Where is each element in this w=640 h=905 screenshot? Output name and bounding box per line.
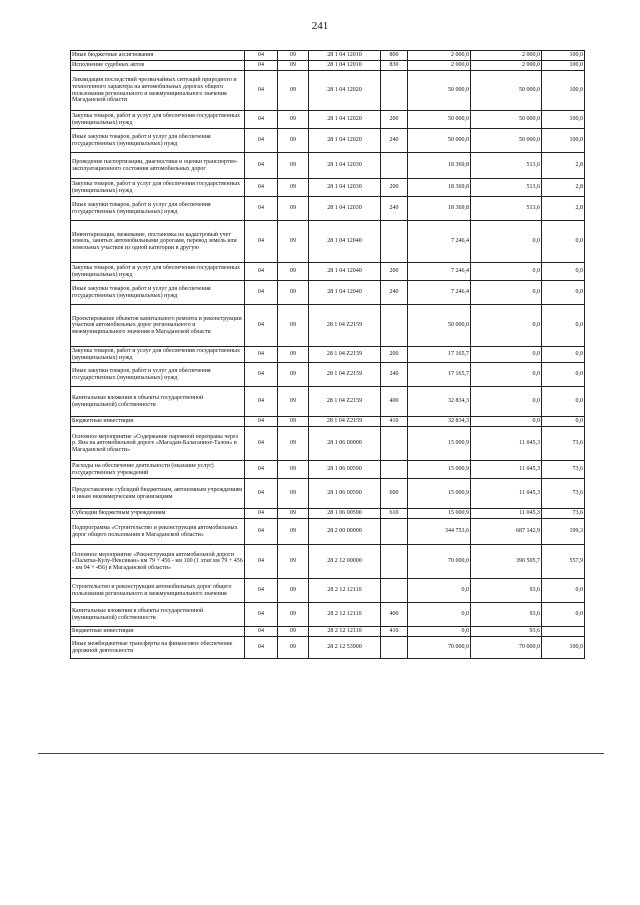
- row-percent: 100,0: [542, 51, 585, 61]
- row-executed-amount: 0,0: [471, 281, 542, 305]
- row-expense-type: 600: [381, 479, 408, 509]
- row-percent: 557,9: [542, 545, 585, 579]
- row-executed-amount: 11 045,3: [471, 479, 542, 509]
- row-executed-amount: 11 045,3: [471, 427, 542, 461]
- row-expense-type: [381, 221, 408, 263]
- row-podrazdel: 09: [278, 305, 309, 347]
- row-target-article: 28 1 04 Z2159: [309, 417, 381, 427]
- row-podrazdel: 09: [278, 579, 309, 603]
- row-target-article: 28 1 06 00590: [309, 461, 381, 479]
- row-percent: 2,8: [542, 179, 585, 197]
- row-target-article: 28 2 12 53900: [309, 637, 381, 659]
- row-podrazdel: 09: [278, 479, 309, 509]
- table-row: [71, 221, 585, 263]
- row-expense-type: 240: [381, 363, 408, 387]
- row-expense-type: 200: [381, 347, 408, 363]
- row-expense-type: 610: [381, 509, 408, 519]
- row-percent: 73,6: [542, 461, 585, 479]
- row-name: Предоставление субсидий бюджетным, автономным учреждениям и иным некоммерческим организациям: [71, 479, 245, 509]
- row-plan-amount: 50 000,0: [408, 111, 471, 129]
- row-expense-type: 830: [381, 61, 408, 71]
- row-podrazdel: 09: [278, 51, 309, 61]
- row-expense-type: 410: [381, 627, 408, 637]
- row-plan-amount: 15 000,9: [408, 479, 471, 509]
- row-target-article: 28 1 04 12020: [309, 129, 381, 153]
- row-expense-type: [381, 579, 408, 603]
- row-executed-amount: 0,0: [471, 417, 542, 427]
- row-executed-amount: 0,0: [471, 305, 542, 347]
- row-podrazdel: 09: [278, 179, 309, 197]
- row-plan-amount: 17 165,7: [408, 347, 471, 363]
- row-razdel: 04: [245, 179, 278, 197]
- row-executed-amount: 11 045,3: [471, 509, 542, 519]
- row-expense-type: 200: [381, 179, 408, 197]
- row-target-article: 28 1 04 12040: [309, 281, 381, 305]
- row-name: Инвентаризация, межевание, постановка на кадастровый учет земель, занятых автомобильными дорогами, перевод земель или земельных участков из одной категории в другую: [71, 221, 245, 263]
- table-row: [71, 603, 585, 627]
- row-percent: 0,0: [542, 305, 585, 347]
- row-expense-type: [381, 637, 408, 659]
- row-name: Иные закупки товаров, работ и услуг для обеспечения государственных (муниципальных) нужд: [71, 129, 245, 153]
- row-podrazdel: 09: [278, 509, 309, 519]
- row-podrazdel: 09: [278, 519, 309, 545]
- row-percent: 100,0: [542, 111, 585, 129]
- row-name: Основное мероприятие «Реконструкция автомобильной дороги «Палатка-Кулу-Нексикан» км 79 + 456 - км 100 (1 этап км 79 + 456 - км 94 + 456) в Магаданской области»: [71, 545, 245, 579]
- row-target-article: 28 1 04 12040: [309, 263, 381, 281]
- row-expense-type: [381, 305, 408, 347]
- row-expense-type: 400: [381, 603, 408, 627]
- row-expense-type: [381, 545, 408, 579]
- row-podrazdel: 09: [278, 281, 309, 305]
- row-razdel: 04: [245, 51, 278, 61]
- row-target-article: 28 2 12 12110: [309, 603, 381, 627]
- row-executed-amount: 0,0: [471, 221, 542, 263]
- row-razdel: 04: [245, 417, 278, 427]
- table-row: [71, 281, 585, 305]
- table-row: [71, 427, 585, 461]
- row-percent: 2,8: [542, 197, 585, 221]
- row-podrazdel: 09: [278, 71, 309, 111]
- row-plan-amount: 15 000,9: [408, 461, 471, 479]
- row-name: Расходы на обеспечение деятельности (оказание услуг) государственных учреждений: [71, 461, 245, 479]
- row-plan-amount: 15 000,9: [408, 509, 471, 519]
- row-name: Строительство и реконструкция автомобильных дорог общего пользования регионального и межмуниципального значения: [71, 579, 245, 603]
- row-name: Проектирование объектов капитального ремонта и реконструкции участков автомобильных дорог регионального и межмуниципального значения в Магаданской области: [71, 305, 245, 347]
- row-expense-type: [381, 519, 408, 545]
- budget-table: [70, 50, 585, 659]
- row-executed-amount: 687 142,9: [471, 519, 542, 545]
- row-target-article: 28 1 04 Z2159: [309, 387, 381, 417]
- row-target-article: 28 1 04 Z2159: [309, 305, 381, 347]
- row-percent: 0,0: [542, 603, 585, 627]
- table-row: [71, 71, 585, 111]
- row-name: Иные межбюджетные трансферты на финансовое обеспечение дорожной деятельности: [71, 637, 245, 659]
- row-target-article: 28 1 04 12030: [309, 179, 381, 197]
- row-razdel: 04: [245, 519, 278, 545]
- row-razdel: 04: [245, 197, 278, 221]
- row-target-article: 28 1 04 12010: [309, 51, 381, 61]
- row-razdel: 04: [245, 363, 278, 387]
- row-name: Закупка товаров, работ и услуг для обеспечения государственных (муниципальных) нужд: [71, 111, 245, 129]
- row-expense-type: 240: [381, 281, 408, 305]
- row-name: Капитальные вложения в объекты государственной (муниципальной) собственности: [71, 603, 245, 627]
- row-razdel: 04: [245, 61, 278, 71]
- row-podrazdel: 09: [278, 637, 309, 659]
- table-row: [71, 579, 585, 603]
- row-podrazdel: 09: [278, 129, 309, 153]
- row-target-article: 28 1 04 12040: [309, 221, 381, 263]
- table-row: [71, 627, 585, 637]
- row-plan-amount: 344 753,6: [408, 519, 471, 545]
- row-percent: 0,0: [542, 417, 585, 427]
- row-plan-amount: 50 000,0: [408, 71, 471, 111]
- budget-table-body: [71, 51, 585, 659]
- table-row: [71, 347, 585, 363]
- row-razdel: 04: [245, 305, 278, 347]
- row-executed-amount: 11 045,3: [471, 461, 542, 479]
- row-podrazdel: 09: [278, 461, 309, 479]
- row-razdel: 04: [245, 627, 278, 637]
- row-plan-amount: 17 165,7: [408, 363, 471, 387]
- row-podrazdel: 09: [278, 417, 309, 427]
- row-name: Иные бюджетные ассигнования: [71, 51, 245, 61]
- row-percent: 0,0: [542, 579, 585, 603]
- row-plan-amount: 32 834,3: [408, 417, 471, 427]
- row-percent: 100,0: [542, 71, 585, 111]
- row-expense-type: 800: [381, 51, 408, 61]
- row-plan-amount: 70 000,0: [408, 545, 471, 579]
- row-expense-type: [381, 153, 408, 179]
- row-podrazdel: 09: [278, 387, 309, 417]
- row-plan-amount: 2 000,0: [408, 61, 471, 71]
- row-plan-amount: 18 369,8: [408, 179, 471, 197]
- row-executed-amount: 50 000,0: [471, 71, 542, 111]
- row-podrazdel: 09: [278, 221, 309, 263]
- row-percent: 2,8: [542, 153, 585, 179]
- row-razdel: 04: [245, 221, 278, 263]
- row-podrazdel: 09: [278, 347, 309, 363]
- row-razdel: 04: [245, 545, 278, 579]
- row-percent: 100,0: [542, 129, 585, 153]
- row-razdel: 04: [245, 111, 278, 129]
- table-row: [71, 129, 585, 153]
- row-plan-amount: 7 246,4: [408, 263, 471, 281]
- row-executed-amount: 513,6: [471, 197, 542, 221]
- row-percent: 0,0: [542, 363, 585, 387]
- row-podrazdel: 09: [278, 363, 309, 387]
- table-row: [71, 479, 585, 509]
- table-row: [71, 61, 585, 71]
- row-razdel: 04: [245, 637, 278, 659]
- row-percent: 0,0: [542, 387, 585, 417]
- row-plan-amount: 7 246,4: [408, 221, 471, 263]
- row-name: Закупка товаров, работ и услуг для обеспечения государственных (муниципальных) нужд: [71, 179, 245, 197]
- row-executed-amount: 2 000,0: [471, 51, 542, 61]
- row-name: Капитальные вложения в объекты государственной (муниципальной) собственности: [71, 387, 245, 417]
- row-target-article: 28 1 06 00590: [309, 479, 381, 509]
- row-razdel: 04: [245, 281, 278, 305]
- table-row: [71, 509, 585, 519]
- row-expense-type: [381, 427, 408, 461]
- row-expense-type: 240: [381, 197, 408, 221]
- row-executed-amount: 50 000,0: [471, 129, 542, 153]
- row-executed-amount: 0,0: [471, 363, 542, 387]
- table-row: [71, 179, 585, 197]
- row-name: Закупка товаров, работ и услуг для обеспечения государственных (муниципальных) нужд: [71, 347, 245, 363]
- row-plan-amount: 0,0: [408, 627, 471, 637]
- row-name: Закупка товаров, работ и услуг для обеспечения государственных (муниципальных) нужд: [71, 263, 245, 281]
- row-executed-amount: 513,6: [471, 179, 542, 197]
- row-name: Основное мероприятие «Содержание паромной переправы через р. Яна на автомобильной дороге «Магадан-Балаганное-Талон» в Магаданской области»: [71, 427, 245, 461]
- row-percent: 73,6: [542, 509, 585, 519]
- row-expense-type: 200: [381, 263, 408, 281]
- table-row: [71, 263, 585, 281]
- row-target-article: 28 1 04 12020: [309, 111, 381, 129]
- row-razdel: 04: [245, 387, 278, 417]
- row-plan-amount: 7 246,4: [408, 281, 471, 305]
- row-podrazdel: 09: [278, 427, 309, 461]
- row-razdel: 04: [245, 153, 278, 179]
- row-percent: 73,6: [542, 479, 585, 509]
- row-name: Ликвидация последствий чрезвычайных ситуаций природного и техногенного характера на автомобильных дорогах общего пользования регионального и межмуниципального значения Магаданской области: [71, 71, 245, 111]
- row-podrazdel: 09: [278, 153, 309, 179]
- row-percent: 100,0: [542, 61, 585, 71]
- row-percent: 199,3: [542, 519, 585, 545]
- row-razdel: 04: [245, 71, 278, 111]
- table-row: [71, 461, 585, 479]
- row-podrazdel: 09: [278, 545, 309, 579]
- row-razdel: 04: [245, 263, 278, 281]
- row-plan-amount: 50 000,0: [408, 129, 471, 153]
- row-percent: 73,6: [542, 427, 585, 461]
- table-row: [71, 519, 585, 545]
- row-expense-type: 200: [381, 111, 408, 129]
- table-row: [71, 363, 585, 387]
- row-percent: 0,0: [542, 263, 585, 281]
- row-razdel: 04: [245, 509, 278, 519]
- row-executed-amount: 390 505,7: [471, 545, 542, 579]
- row-expense-type: [381, 71, 408, 111]
- row-expense-type: 410: [381, 417, 408, 427]
- row-razdel: 04: [245, 427, 278, 461]
- row-podrazdel: 09: [278, 197, 309, 221]
- row-plan-amount: 2 000,0: [408, 51, 471, 61]
- table-row: [71, 51, 585, 61]
- row-name: Бюджетные инвестиции: [71, 627, 245, 637]
- row-target-article: 28 1 04 12030: [309, 153, 381, 179]
- table-row: [71, 545, 585, 579]
- row-razdel: 04: [245, 461, 278, 479]
- page-divider: [38, 753, 604, 754]
- table-row: [71, 197, 585, 221]
- row-target-article: 28 1 04 Z2159: [309, 347, 381, 363]
- row-plan-amount: 70 000,0: [408, 637, 471, 659]
- row-target-article: 28 1 04 12010: [309, 61, 381, 71]
- row-executed-amount: 2 000,0: [471, 61, 542, 71]
- table-row: [71, 387, 585, 417]
- table-row: [71, 305, 585, 347]
- row-executed-amount: 70 000,0: [471, 637, 542, 659]
- row-executed-amount: 93,6: [471, 579, 542, 603]
- table-row: [71, 111, 585, 129]
- row-razdel: 04: [245, 579, 278, 603]
- row-name: Иные закупки товаров, работ и услуг для обеспечения государственных (муниципальных) нужд: [71, 281, 245, 305]
- table-row: [71, 417, 585, 427]
- row-percent: [542, 627, 585, 637]
- row-name: Подпрограмма «Строительство и реконструкция автомобильных дорог общего пользования в Магаданской области»: [71, 519, 245, 545]
- row-plan-amount: 18 369,8: [408, 197, 471, 221]
- row-name: Исполнение судебных актов: [71, 61, 245, 71]
- row-plan-amount: 18 369,8: [408, 153, 471, 179]
- row-executed-amount: 0,0: [471, 387, 542, 417]
- row-executed-amount: 513,6: [471, 153, 542, 179]
- row-target-article: 28 2 12 00000: [309, 545, 381, 579]
- row-percent: 100,0: [542, 637, 585, 659]
- table-row: [71, 637, 585, 659]
- row-expense-type: 400: [381, 387, 408, 417]
- row-razdel: 04: [245, 129, 278, 153]
- row-target-article: 28 1 06 00000: [309, 427, 381, 461]
- row-target-article: 28 2 00 00000: [309, 519, 381, 545]
- page-number: 241: [311, 20, 329, 32]
- row-plan-amount: 50 000,0: [408, 305, 471, 347]
- row-razdel: 04: [245, 347, 278, 363]
- row-plan-amount: 0,0: [408, 579, 471, 603]
- row-name: Иные закупки товаров, работ и услуг для обеспечения государственных (муниципальных) нужд: [71, 363, 245, 387]
- row-podrazdel: 09: [278, 627, 309, 637]
- row-percent: 0,0: [542, 281, 585, 305]
- row-name: Бюджетные инвестиции: [71, 417, 245, 427]
- row-razdel: 04: [245, 479, 278, 509]
- row-expense-type: [381, 461, 408, 479]
- row-target-article: 28 1 04 Z2159: [309, 363, 381, 387]
- row-podrazdel: 09: [278, 111, 309, 129]
- row-target-article: 28 1 04 12030: [309, 197, 381, 221]
- row-executed-amount: 0,0: [471, 263, 542, 281]
- row-name: Субсидии бюджетным учреждениям: [71, 509, 245, 519]
- row-name: Проведение паспортизации, диагностики и оценки транспортно-эксплуатационного состояния автомобильных дорог: [71, 153, 245, 179]
- row-podrazdel: 09: [278, 263, 309, 281]
- row-percent: 0,0: [542, 221, 585, 263]
- row-target-article: 28 2 12 12110: [309, 627, 381, 637]
- row-target-article: 28 2 12 12110: [309, 579, 381, 603]
- row-podrazdel: 09: [278, 603, 309, 627]
- row-target-article: 28 1 06 00590: [309, 509, 381, 519]
- row-executed-amount: 93,6: [471, 603, 542, 627]
- row-plan-amount: 0,0: [408, 603, 471, 627]
- row-expense-type: 240: [381, 129, 408, 153]
- row-razdel: 04: [245, 603, 278, 627]
- row-name: Иные закупки товаров, работ и услуг для обеспечения государственных (муниципальных) нужд: [71, 197, 245, 221]
- row-executed-amount: 93,6: [471, 627, 542, 637]
- row-target-article: 28 1 04 12020: [309, 71, 381, 111]
- row-percent: 0,0: [542, 347, 585, 363]
- row-plan-amount: 15 000,9: [408, 427, 471, 461]
- row-executed-amount: 50 000,0: [471, 111, 542, 129]
- row-plan-amount: 32 834,3: [408, 387, 471, 417]
- table-row: [71, 153, 585, 179]
- row-executed-amount: 0,0: [471, 347, 542, 363]
- row-podrazdel: 09: [278, 61, 309, 71]
